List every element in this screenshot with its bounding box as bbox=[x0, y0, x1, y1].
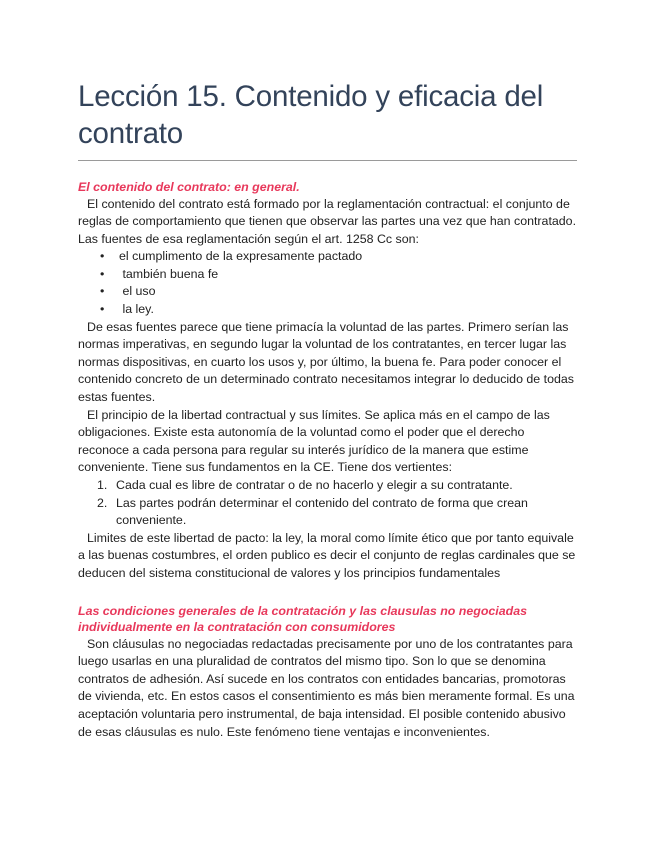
list-item: • también buena fe bbox=[78, 266, 577, 284]
title-divider bbox=[78, 160, 577, 161]
paragraph: Limites de este libertad de pacto: la ley, la moral como límite ético que por tanto equivale a las buenas costumbres, el orden publico es decir el conjunto de reglas cardinales que se deducen del sistema constitucional de valores y los principios fundamentales bbox=[78, 530, 576, 580]
paragraph: De esas fuentes parece que tiene primacía la voluntad de las partes. Primero serían las normas imperativas, en segundo lugar la voluntad de los contratantes, en tercer lugar las normas dispositivas, en cuarto los usos y, por último, la buena fe. Para poder conocer el contenido concreto de un determinado contrato necesitamos integrar lo deducido de todas estas fuentes. bbox=[78, 319, 574, 405]
bullet-icon: • bbox=[100, 266, 105, 281]
paragraph: Son cláusulas no negociadas redactadas precisamente por uno de los contratantes para luego usarlas en una pluralidad de contratos del mismo tipo. Son lo que se denomina contratos de adhesión. Así sucede en los contratos con entidades bancarias, promotoras de vivienda, etc. En estos casos el consentimiento es más bien meramente formal. Es una aceptación voluntaria pero instrumental, de baja intensidad. El posible contenido abusivo de esas cláusulas es nulo. Este fenómeno tiene ventajas e inconvenientes. bbox=[78, 636, 575, 739]
paragraph: El contenido del contrato está formado por la reglamentación contractual: el conjunto de reglas de comportamiento que tienen que observar las partes una vez que han contratado. Las fuentes de esa reglamentación según el art. 1258 Cc son: bbox=[78, 196, 577, 246]
list-item: • el cumplimento de la expresamente pactado bbox=[78, 248, 577, 266]
section-heading: El contenido del contrato: en general. bbox=[78, 180, 300, 194]
list-item: • la ley. bbox=[78, 301, 577, 319]
vertientes-list bbox=[78, 477, 577, 530]
section-condiciones-generales bbox=[78, 603, 577, 742]
section-heading: Las condiciones generales de la contratación y las clausulas no negociadas individualmente en la contratación con consumidores bbox=[78, 603, 527, 635]
bullet-icon: • bbox=[100, 302, 105, 317]
page-title: Lección 15. Contenido y eficacia del contrato bbox=[78, 80, 544, 150]
section-contenido-general bbox=[78, 179, 577, 583]
list-item: 1. Cada cual es libre de contratar o de no hacerlo y elegir a su contratante. bbox=[97, 478, 513, 492]
list-item: • el uso bbox=[78, 283, 577, 301]
bullet-icon: • bbox=[100, 284, 105, 299]
bullet-icon: • bbox=[100, 249, 105, 264]
sources-list bbox=[78, 248, 577, 318]
paragraph: El principio de la libertad contractual y sus límites. Se aplica más en el campo de las obligaciones. Existe esta autonomía de la voluntad como el poder que el derecho reconoce a cada persona para regular su interés jurídico de la manera que estime conveniente. Tiene sus fundamentos en la CE. Tiene dos vertientes: bbox=[78, 407, 550, 475]
list-item: 2. Las partes podrán determinar el contenido del contrato de forma que crean conveniente. bbox=[97, 495, 528, 528]
